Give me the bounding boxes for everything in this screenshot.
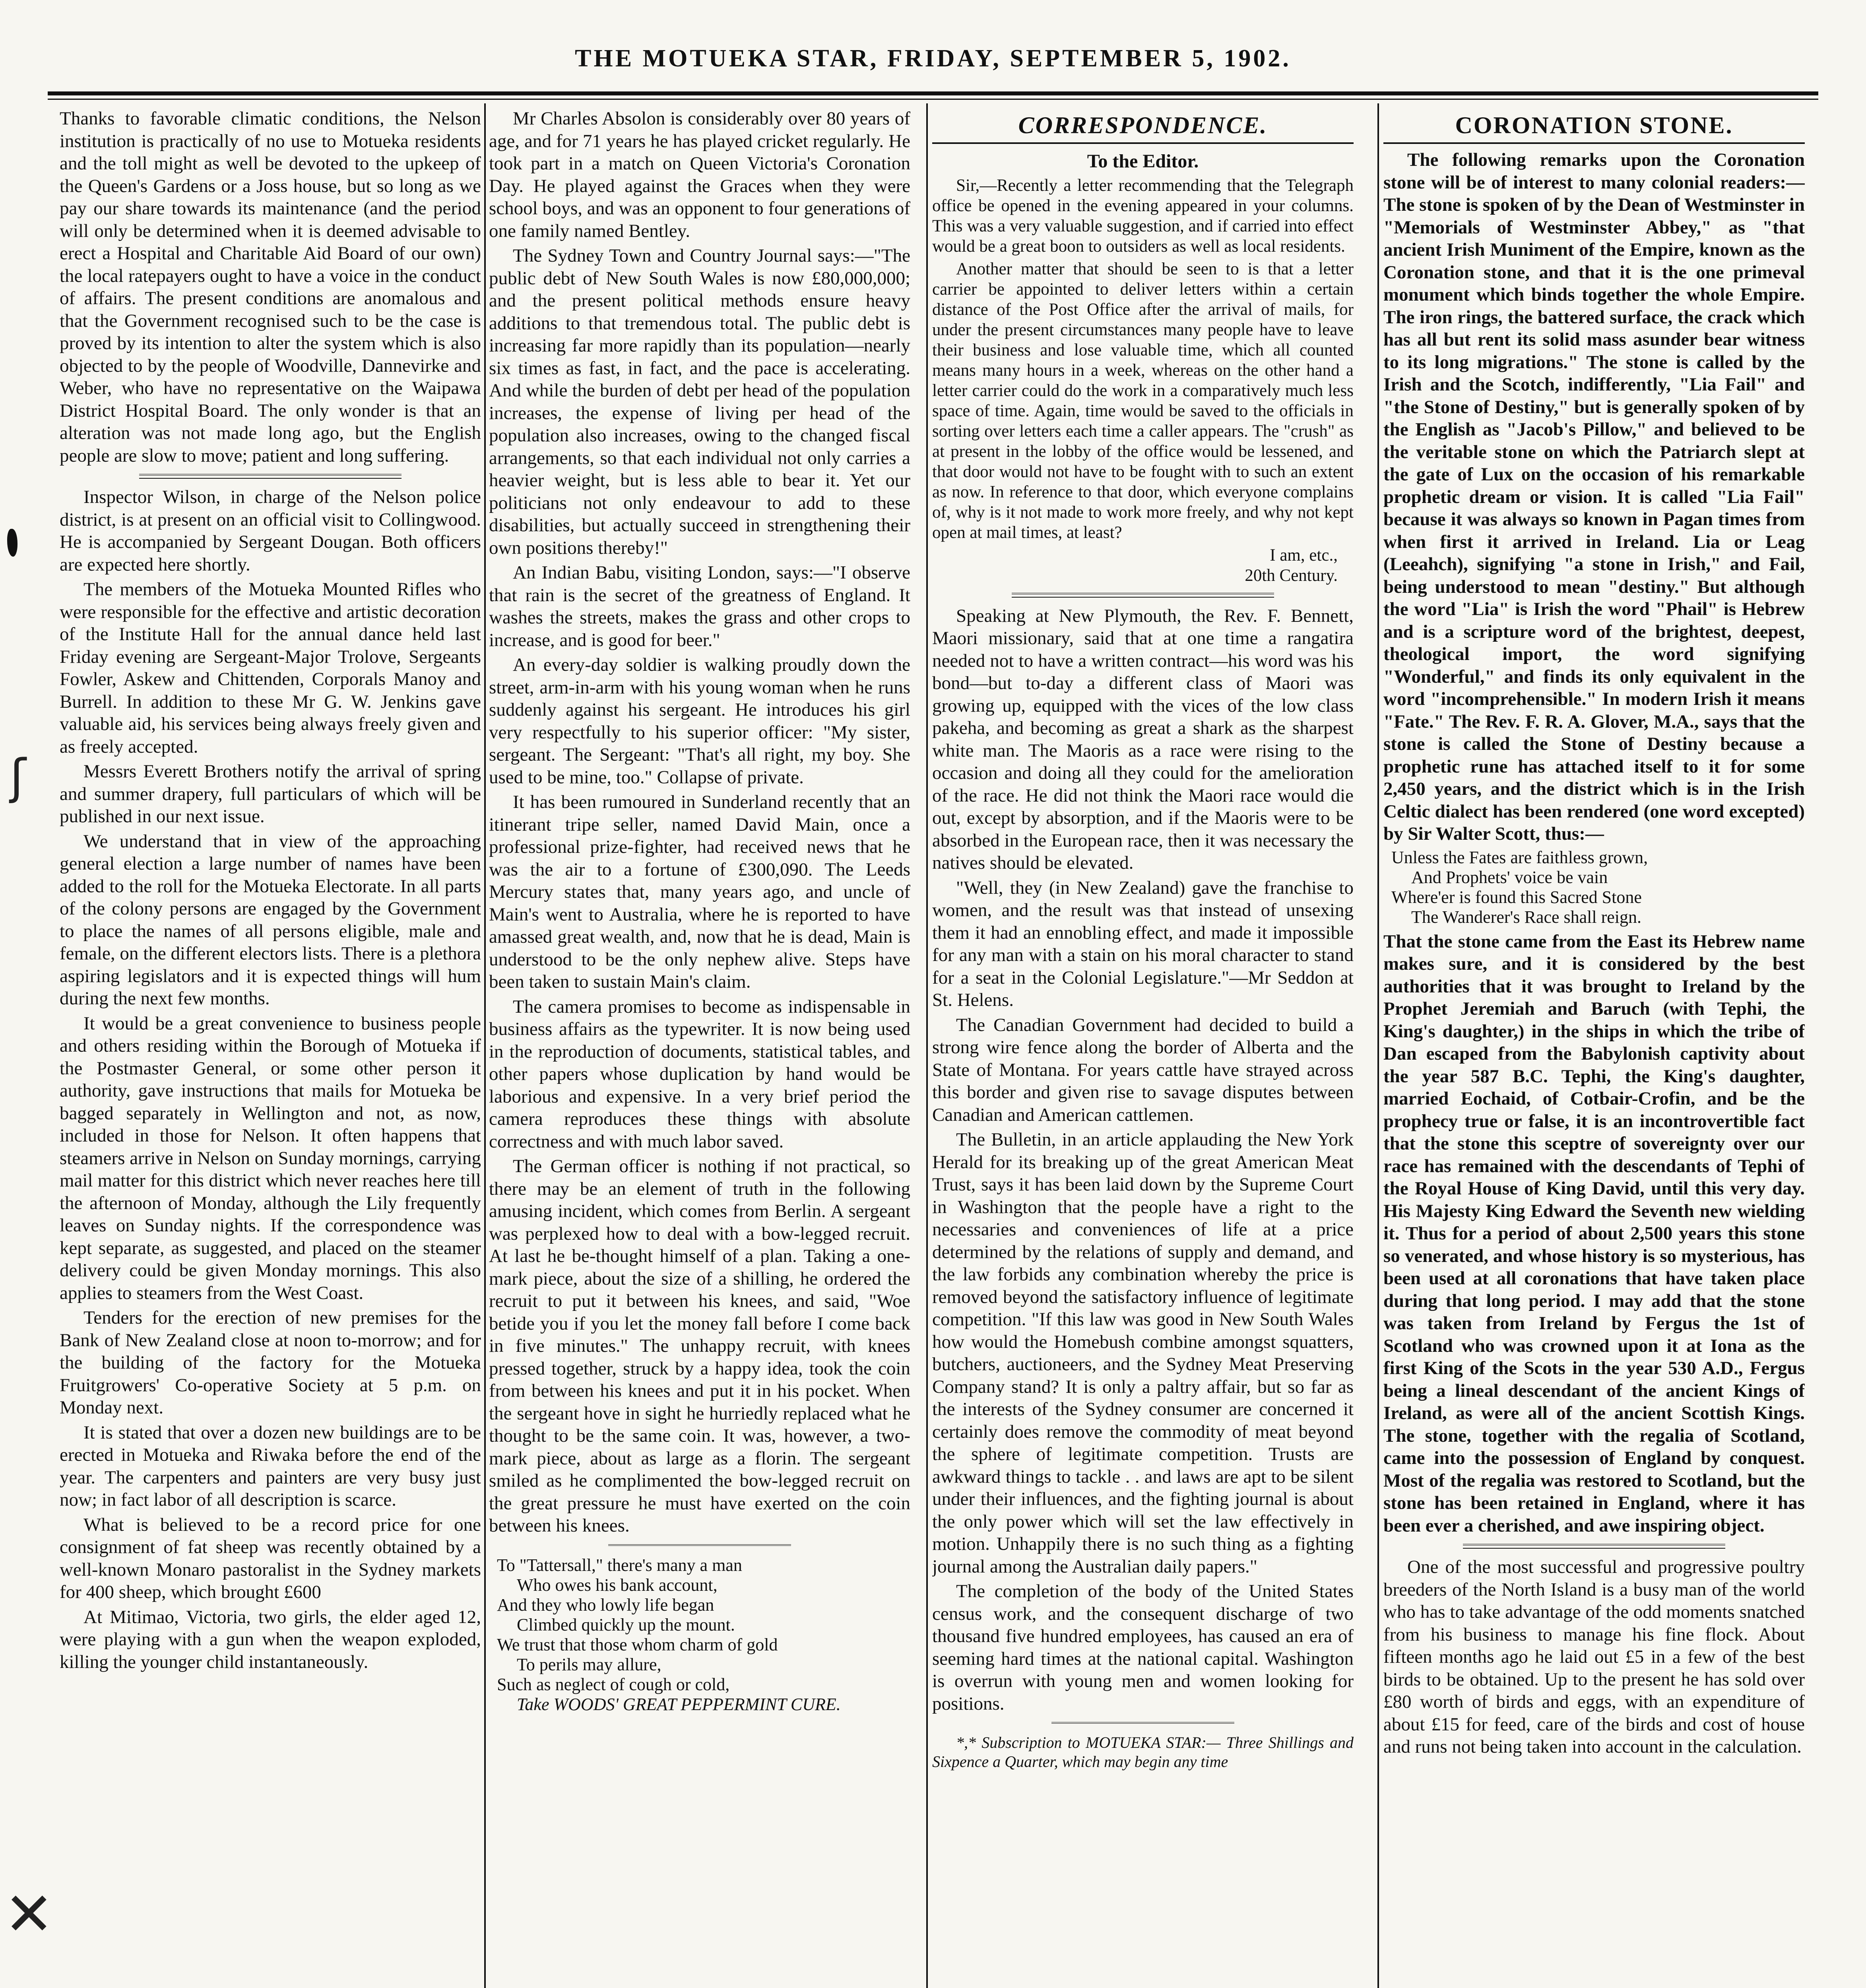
letter-closing: I am, etc., (1270, 546, 1338, 565)
rune-verse (1391, 848, 1805, 927)
heading-rule (1383, 142, 1805, 144)
paragraph-hospital-board: Thanks to favorable climatic conditions, the Nelson institution is practically of no use to Motueka residents and the toll might as well be devoted to the upkeep of the Queen's Gardens or a Joss house, but so long as we pay our share towards its maintenance (and the period will only be determined when it is deemed advisable to erect a Hospital and Charitable Aid Board of our own) the local ratepayers ought to have a voice in the conduct of affairs. The present conditions are anomalous and that the Government recognised such to be the case is proved by its intention to alter the system which is also objected to by the people of Woodville, Dannevirke and Weber, who have no representative on the Waipawa District Hospital Board. The only wonder is that an alteration was not made long ago, but the English people are slow to move; patient and long suffering. (60, 108, 481, 466)
verse-line: We trust that those whom charm of gold (497, 1635, 778, 1654)
column-2 (489, 107, 910, 1988)
masthead-rule-thin (48, 99, 1818, 100)
letter-paragraph: Another matter that should be seen to is that a letter carrier be appointed to deliver letters within a certain distance of the Post Office after the arrival of mails, for under the present circumstances many people have to leave their business and lose valuable time, which all counted means many hours in a week, whereas on the other hand a letter carrier could do the work in a comparatively much less space of time. Again, time would be saved to the officials in sorting over letters each time a caller appears. The "crush" as at present in the lobby of the office would be lessened, and that door would not have to be fought with to such an extent as now. In reference to that door, which everyone complains of, why is it not made to work more freely, and why not kept open at mail times, at least? (932, 259, 1354, 542)
paragraph-tripe-seller: It has been rumoured in Sunderland recently that an itinerant tripe seller, named David Main, once a professional prize-fighter, had received news that he was the air to a fortune of £300,090. The Leeds Mercury states that, many years ago, and uncle of Main's went to Australia, where he is reported to have amassed great wealth, and, now that he is dead, Main is understood to be the only nephew alive. Steps have been taken to sustain Main's claim. (489, 792, 910, 992)
handwritten-x-mark: ✕ (4, 1880, 54, 1949)
verse-line: Where'er is found this Sacred Stone (1391, 887, 1642, 907)
verse-line: Unless the Fates are faithless grown, (1391, 847, 1648, 867)
masthead: THE MOTUEKA STAR, FRIDAY, SEPTEMBER 5, 1902. (575, 45, 1291, 72)
paragraph-new-buildings: It is stated that over a dozen new buildings are to be erected in Motueka and Riwaka before the end of the year. The carpenters and painters are very busy just now; in fact labor of all description is scarce. (60, 1422, 481, 1510)
paragraph-seddon: "Well, they (in New Zealand) gave the franchise to women, and the result was that instead of unsexing them it had an ennobling effect, and made it impossible for any man with a stain on his moral character to stand for a seat in the Colonial Legislature."—Mr Seddon at St. Helens. (932, 877, 1354, 1010)
column-divider (1377, 103, 1379, 1988)
paragraph-meat-trust: The Bulletin, in an article applauding the New York Herald for its breaking up of the great American Meat Trust, says it has been laid down by the Supreme Court in Washington that the people have a right to the necessaries and conveniences of life at a price determined by the relations of supply and demand, and the law forbids any combination whereby the price is removed beyond the satisfactory influence of legitimate competition. "If this law was good in New South Wales how would the Homebush combine amongst squatters, butchers, auctioneers, and the Sydney Meat Preserving Company stand? It is only a paltry affair, but so far as the interests of the Sydney consumer are concerned it certainly does remove the commodity of meat beyond the sphere of legitimate competition. Trusts are awkward things to tackle . . and laws are apt to be silent under their influences, and the fighting journal is about the only power which will set the law effectively in motion. Unhappily there is no such thing as a fighting journal among the Australian daily papers." (932, 1129, 1354, 1577)
paragraph-poultry-breeder: One of the most successful and progressive poultry breeders of the North Island is a busy man of the world who has to take advantage of the odd moments snatched from his business to manage his fine flock. About fifteen months ago he laid out £5 in a few of the best birds to be obtained. Up to the present he has sold over £80 worth of birds and eggs, with an expenditure of about £15 for feed, care of the birds and cost of house and runs not being taken into account in the calculation. (1383, 1557, 1805, 1757)
paragraph-german-officer: The German officer is nothing if not practical, so there may be an element of truth in the following amusing incident, which comes from Berlin. A sergeant was perplexed how to deal with a bow-legged recruit. At last he be-thought himself of a plan. Taking a one-mark piece, about the size of a shilling, he ordered the recruit to put it between his knees, and said, "Woe betide you if you let the money fall before I come back in five minutes." The unhappy recruit, with knees pressed together, struck by a happy idea, took the coin from between his knees and put it in his pocket. When the sergeant hove in sight he hurriedly replaced what he thought to be the same coin. It was, however, a two-mark piece, about as large as a florin. The sergeant smiled as he complimented the bow-legged recruit on the great pressure he must have exerted on the coin between his knees. (489, 1156, 910, 1536)
column-divider (926, 103, 928, 1988)
paragraph-inspector-wilson: Inspector Wilson, in charge of the Nelson police district, is at present on an official visit to Collingwood. He is accompanied by Sergeant Dougan. Both officers are expected here shortly. (60, 487, 481, 575)
verse-line: To perils may allure, (517, 1654, 661, 1674)
heading-rule (932, 142, 1354, 144)
column-1 (60, 107, 481, 1988)
paragraph-stone-history: That the stone came from the East its Hebrew name makes sure, and it is considered by the best authorities that it was brought to Ireland by the Prophet Jeremiah and Baruch (with Tephi, the King's daughter,) in the ships in which the tribe of Dan escaped from the Babylonish captivity about the year 587 B.C. Tephi, the King's daughter, married Eochaid, of Cotbair-Crofin, and be the prophecy true or false, it is an incontrovertible fact that the stone this sceptre of sovereignty over our race has remained with the descendants of Tephi of the Royal House of King David, until this very day. His Majesty King Edward the Seventh new wielding it. Thus for a period of about 2,500 years this stone so venerated, and whose history is so mysterious, has been used at all coronations that have taken place during that long period. I may add that the stone was taken from Ireland by Fergus the 1st of Scotland who was crowned upon it at Iona as the first King of the Scots in the year 530 A.D., Fergus being a lineal descendant of the ancient Kings of Ireland, as were all of the ancient Scottish Kings. The stone, together with the regalia of Scotland, came into the possession of England by conquest. Most of the regalia was restored to Scotland, but the stone has been retained in England, where it has been ever a cherished, and awe inspiring object. (1383, 931, 1805, 1536)
subscription-notice: *,* Subscription to MOTUEKA STAR:— Three Shillings and Sixpence a Quarter, which may begin any time (932, 1734, 1354, 1771)
paragraph-record-sheep-price: What is believed to be a record price for one consignment of fat sheep was recently obtained by a well-known Monaro pastoralist in the Sydney markets for 400 sheep, which brought £600 (60, 1514, 481, 1602)
paragraph-everett-brothers: Messrs Everett Brothers notify the arrival of spring and summer drapery, full particulars of which will be published in our next issue. (60, 761, 481, 827)
advert-verse (497, 1555, 910, 1714)
verse-line: Such as neglect of cough or cold, (497, 1674, 730, 1694)
paragraph-indian-babu: An Indian Babu, visiting London, says:—"I observe that rain is the secret of the greatness of England. It washes the streets, makes the grass and other crops to increase, and is good for beer." (489, 562, 910, 650)
paragraph-charles-absolon: Mr Charles Absolon is considerably over 80 years of age, and for 71 years he has played cricket regularly. He took part in a match on Queen Victoria's Coronation Day. He played against the Graces when they were school boys, and was an opponent to four generations of one family named Bentley. (489, 108, 910, 241)
verse-line: Take WOODS' GREAT PEPPERMINT CURE. (517, 1694, 841, 1714)
verse-line: Who owes his bank account, (517, 1575, 718, 1595)
paragraph-tenders: Tenders for the erection of new premises for the Bank of New Zealand close at noon to-morrow; and for the building of the factory for the Motueka Fruitgrowers' Co-operative Society at 5 p.m. on Monday next. (60, 1307, 481, 1418)
paragraph-census: The completion of the body of the United States census work, and the consequent discharge of two thousand five hundred employees, has caused an era of seeming hard times at the national capital. Washington is overrun with young men and women looking for positions. (932, 1581, 1354, 1714)
section-heading-coronation-stone: CORONATION STONE. (1455, 112, 1733, 138)
paragraph-general-election: We understand that in view of the approaching general election a large number of names have been added to the roll for the Motueka Electorate. In all parts of the colony persons are engaged by the Government to place the names of all persons eligible, male and female, on the different electors lists. There is a plethora aspiring legislators and it is expected things will hum during the next few months. (60, 831, 481, 1009)
letter-signature: 20th Century. (1245, 566, 1338, 585)
section-separator (608, 1544, 791, 1548)
paragraph-canadian-fence: The Canadian Government had decided to build a strong wire fence along the border of Alberta and the State of Montana. For years cattle have strayed across this border and given rise to savage disputes between Canadian and American cattlemen. (932, 1014, 1354, 1125)
to-the-editor: To the Editor. (1087, 151, 1199, 172)
column-3 (932, 107, 1354, 1988)
column-4 (1383, 107, 1805, 1988)
verse-line: And they who lowly life began (497, 1595, 714, 1615)
paragraph-new-plymouth: Speaking at New Plymouth, the Rev. F. Bennett, Maori missionary, said that at one time a rangatira needed not to have a written contract—his word was his bond—but to-day a different class of Maori was growing up, equipped with the vices of the low class pakeha, and becoming as great a shark as the sharpest white man. The Maoris as a race were rising to the occasion and doing all they could for the amelioration of the race. He did not think the Maori race would die out, except by absorption, and if the Maoris were to be absorbed in the European race, then it was necessary the natives should be elevated. (932, 605, 1354, 873)
section-heading-correspondence: CORRESPONDENCE. (1018, 112, 1268, 138)
section-separator (139, 474, 402, 479)
paragraph-mounted-rifles: The members of the Motueka Mounted Rifles who were responsible for the effective and artistic decoration of the Institute Hall for the annual dance held last Friday evening are Sergeant-Major Trolove, Sergeants Fowler, Askew and Chittenden, Corporals Manoy and Burrell. In addition to these Mr G. W. Jenkins gave valuable aid, his services being always freely given and as freely accepted. (60, 579, 481, 757)
section-separator (1463, 1544, 1725, 1549)
letter-paragraph: Sir,—Recently a letter recommending that the Telegraph office be opened in the evening appeared in your columns. This was a very valuable suggestion, and if carried into effect would be a great boon to outsiders as well as local residents. (932, 176, 1354, 256)
paragraph-mails: It would be a great convenience to business people and others residing within the Borough of Motueka if the Postmaster General, or some other person it authority, gave instructions that mails for Motueka be bagged separately in Wellington and not, as now, included in those for Nelson. It often happens that steamers arrive in Nelson on Sunday mornings, carrying mail matter for this district which never reaches here till the afternoon of Monday, although the Lily frequently leaves on Sunday nights. If the correspondence was kept separate, as suggested, and placed on the steamer delivery could be given Monday mornings. This also applies to steamers from the West Coast. (60, 1013, 481, 1303)
masthead-rule (48, 91, 1818, 95)
verse-line: Climbed quickly up the mount. (517, 1615, 735, 1635)
paragraph-gun-accident: At Mitimao, Victoria, two girls, the elder aged 12, were playing with a gun when the weapon exploded, killing the younger child instantaneously. (60, 1606, 481, 1672)
section-separator (1051, 1722, 1234, 1726)
column-divider (484, 103, 486, 1988)
paragraph-camera: The camera promises to become as indispensable in business affairs as the typewriter. It is now being used in the reproduction of documents, statistical tables, and other papers whose duplication by hand would be laborious and expensive. In a very brief period the camera reproduces these things with absolute correctness and with much labor saved. (489, 996, 910, 1152)
paragraph-coronation-stone: The following remarks upon the Coronation stone will be of interest to many colonial readers:—The stone is spoken of by the Dean of Westminster in "Memorials of Westminster Abbey," as "that ancient Irish Muniment of the Empire, known as the Coronation stone, and that it is the one primeval monument which binds together the whole Empire. The iron rings, the battered surface, the crack which has all but rent its solid mass asunder bear witness to its long migrations." The stone is called by the Irish and the Scotch, indifferently, "Lia Fail" and "the Stone of Destiny," but is generally spoken of by the English as "Jacob's Pillow," and believed to be the veritable stone on which the Patriarch slept at the gate of Lux on the occasion of his remarkable prophetic dream or vision. It is called "Lia Fail" because it was always so known in Pagan times from when first it arrived in Ireland. Lia or Leag (Leeahch), signifying "a stone in Irish," and Fail, being understood to mean "destiny." But although the word "Lia" is Irish the word "Phail" is Hebrew and is a scripture word of the brightest, deepest, theological import, the word signifying "Wonderful," and finds its only equivalent in the word "incomprehensible." In modern Irish it means "Fate." The Rev. F. R. A. Glover, M.A., says that the stone is called the Stone of Destiny because a prophetic rune has attached itself to it for some 2,450 years, and the district which is in the Irish Celtic dialect has been rendered (one word excepted) by Sir Walter Scott, thus:— (1383, 149, 1805, 844)
paragraph-public-debt: The Sydney Town and Country Journal says:—"The public debt of New South Wales is now £80,000,000; and the present political methods ensure heavy additions to that tremendous total. The public debt is increasing far more rapidly than its population—nearly six times as fast, in fact, and the pace is accelerating. And while the burden of debt per head of the population increases, the expense of living per head of the population also increases, owing to the changed fiscal arrangements, so that each individual not only carries a heavier weight, but is less able to bear it. Yet our politicians not only endeavour to add to these disabilities, but actually succeed in strengthening their own positions thereby!" (489, 245, 910, 558)
ink-blot (7, 529, 17, 557)
section-separator (1012, 593, 1274, 598)
handwritten-mark: ʃ (10, 749, 26, 805)
verse-line: And Prophets' voice be vain (1411, 867, 1608, 887)
verse-line: To "Tattersall," there's many a man (497, 1555, 742, 1575)
verse-line: The Wanderer's Race shall reign. (1411, 907, 1642, 927)
paragraph-soldier-sergeant: An every-day soldier is walking proudly down the street, arm-in-arm with his young woman when he runs suddenly against his sergeant. He introduces his girl very respectfully to his superior officer: "My sister, sergeant. The Sergeant: "That's all right, my boy. She used to be mine, too." Collapse of private. (489, 654, 910, 788)
